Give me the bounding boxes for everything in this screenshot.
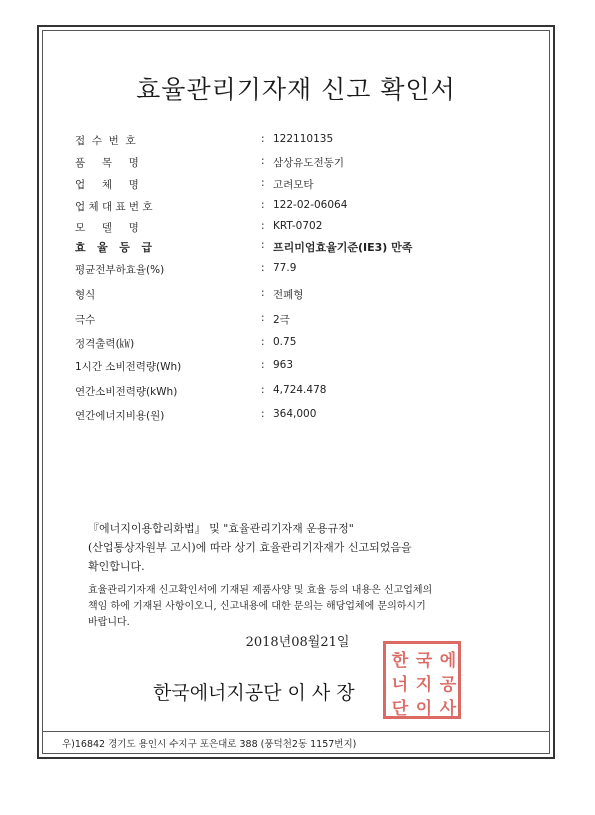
seal-char: 지 bbox=[415, 675, 433, 695]
field-value: 삼상유도전동기 bbox=[273, 157, 345, 169]
seal-char: 단 bbox=[391, 699, 409, 719]
field-colon: : bbox=[261, 336, 265, 348]
field-label: 연간소비전력량(kWh) bbox=[75, 386, 178, 398]
seal-char: 한 bbox=[391, 651, 409, 671]
field-row bbox=[75, 287, 535, 303]
field-label: 업 체 명 bbox=[75, 179, 139, 191]
official-seal-stamp bbox=[383, 641, 461, 719]
field-row bbox=[75, 384, 535, 400]
field-row bbox=[75, 312, 535, 328]
field-value: 77.9 bbox=[273, 262, 297, 274]
field-row bbox=[75, 359, 535, 375]
field-value: 4,724.478 bbox=[273, 384, 327, 396]
field-colon: : bbox=[261, 287, 265, 299]
field-label: 연간에너지비용(원) bbox=[75, 410, 165, 422]
field-colon: : bbox=[261, 239, 265, 251]
field-row bbox=[75, 220, 535, 236]
field-row bbox=[75, 336, 535, 352]
notice-line: 바랍니다. bbox=[88, 617, 130, 628]
field-label: 업 체 대 표 번 호 bbox=[75, 201, 153, 213]
seal-char: 에 bbox=[439, 651, 457, 671]
field-label: 1시간 소비전력량(Wh) bbox=[75, 361, 182, 373]
legal-line: 확인합니다. bbox=[88, 560, 145, 573]
field-label: 품 목 명 bbox=[75, 157, 139, 169]
field-colon: : bbox=[261, 155, 265, 167]
seal-char: 너 bbox=[391, 675, 409, 695]
field-label: 효 율 등 급 bbox=[75, 241, 152, 254]
field-value: 122110135 bbox=[273, 133, 334, 145]
field-colon: : bbox=[261, 384, 265, 396]
notice-statement bbox=[88, 583, 528, 631]
notice-line: 책임 하에 기재된 사항이오니, 신고내용에 대한 문의는 해당업체에 문의하시기 bbox=[88, 601, 426, 612]
field-label: 정격출력(㎾) bbox=[75, 338, 135, 350]
field-colon: : bbox=[261, 408, 265, 420]
field-value: 프리미엄효율기준(IE3) 만족 bbox=[273, 241, 413, 254]
field-row bbox=[75, 133, 535, 149]
field-label: 극수 bbox=[75, 314, 96, 326]
field-row bbox=[75, 177, 535, 193]
field-value: 364,000 bbox=[273, 408, 317, 420]
field-colon: : bbox=[261, 133, 265, 145]
field-row bbox=[75, 155, 535, 171]
footer-divider bbox=[42, 731, 550, 732]
issuer-name: 한국에너지공단 이 사 장 bbox=[153, 682, 355, 704]
issue-date: 2018년08월21일 bbox=[245, 635, 350, 650]
notice-line: 효율관리기자재 신고확인서에 기재된 제품사양 및 효율 등의 내용은 신고업체의 bbox=[88, 585, 433, 596]
field-value: 122-02-06064 bbox=[273, 199, 348, 211]
field-row bbox=[75, 199, 535, 215]
field-colon: : bbox=[261, 262, 265, 274]
legal-line: 『에너지이용합리화법』 및 "효율관리기자재 운용규정" bbox=[88, 522, 354, 535]
seal-char: 국 bbox=[415, 651, 433, 671]
field-label: 접 수 번 호 bbox=[75, 135, 136, 147]
field-label: 평균전부하효율(%) bbox=[75, 264, 165, 276]
field-label: 모 델 명 bbox=[75, 222, 139, 234]
field-colon: : bbox=[261, 199, 265, 211]
field-row bbox=[75, 408, 535, 424]
field-value: 0.75 bbox=[273, 336, 297, 348]
legal-line: (산업통상자원부 고시)에 따라 상기 효율관리기자재가 신고되었음을 bbox=[88, 541, 412, 554]
field-value: 2극 bbox=[273, 314, 290, 326]
field-colon: : bbox=[261, 177, 265, 189]
document-title: 효율관리기자재 신고 확인서 bbox=[136, 75, 456, 104]
field-value: 963 bbox=[273, 359, 294, 371]
field-row bbox=[75, 262, 535, 278]
field-colon: : bbox=[261, 359, 265, 371]
field-label: 형식 bbox=[75, 289, 96, 301]
field-row bbox=[75, 239, 535, 255]
field-value: KRT-0702 bbox=[273, 220, 323, 232]
seal-char: 공 bbox=[439, 675, 457, 695]
seal-char: 이 bbox=[415, 699, 433, 719]
field-value: 고려모타 bbox=[273, 179, 314, 191]
legal-statement bbox=[88, 519, 528, 576]
seal-char: 사 bbox=[439, 699, 457, 719]
footer-address: 우)16842 경기도 용인시 수지구 포은대로 388 (풍덕천2동 1157번지) bbox=[62, 739, 357, 750]
field-value: 전폐형 bbox=[273, 289, 304, 301]
field-colon: : bbox=[261, 312, 265, 324]
field-colon: : bbox=[261, 220, 265, 232]
